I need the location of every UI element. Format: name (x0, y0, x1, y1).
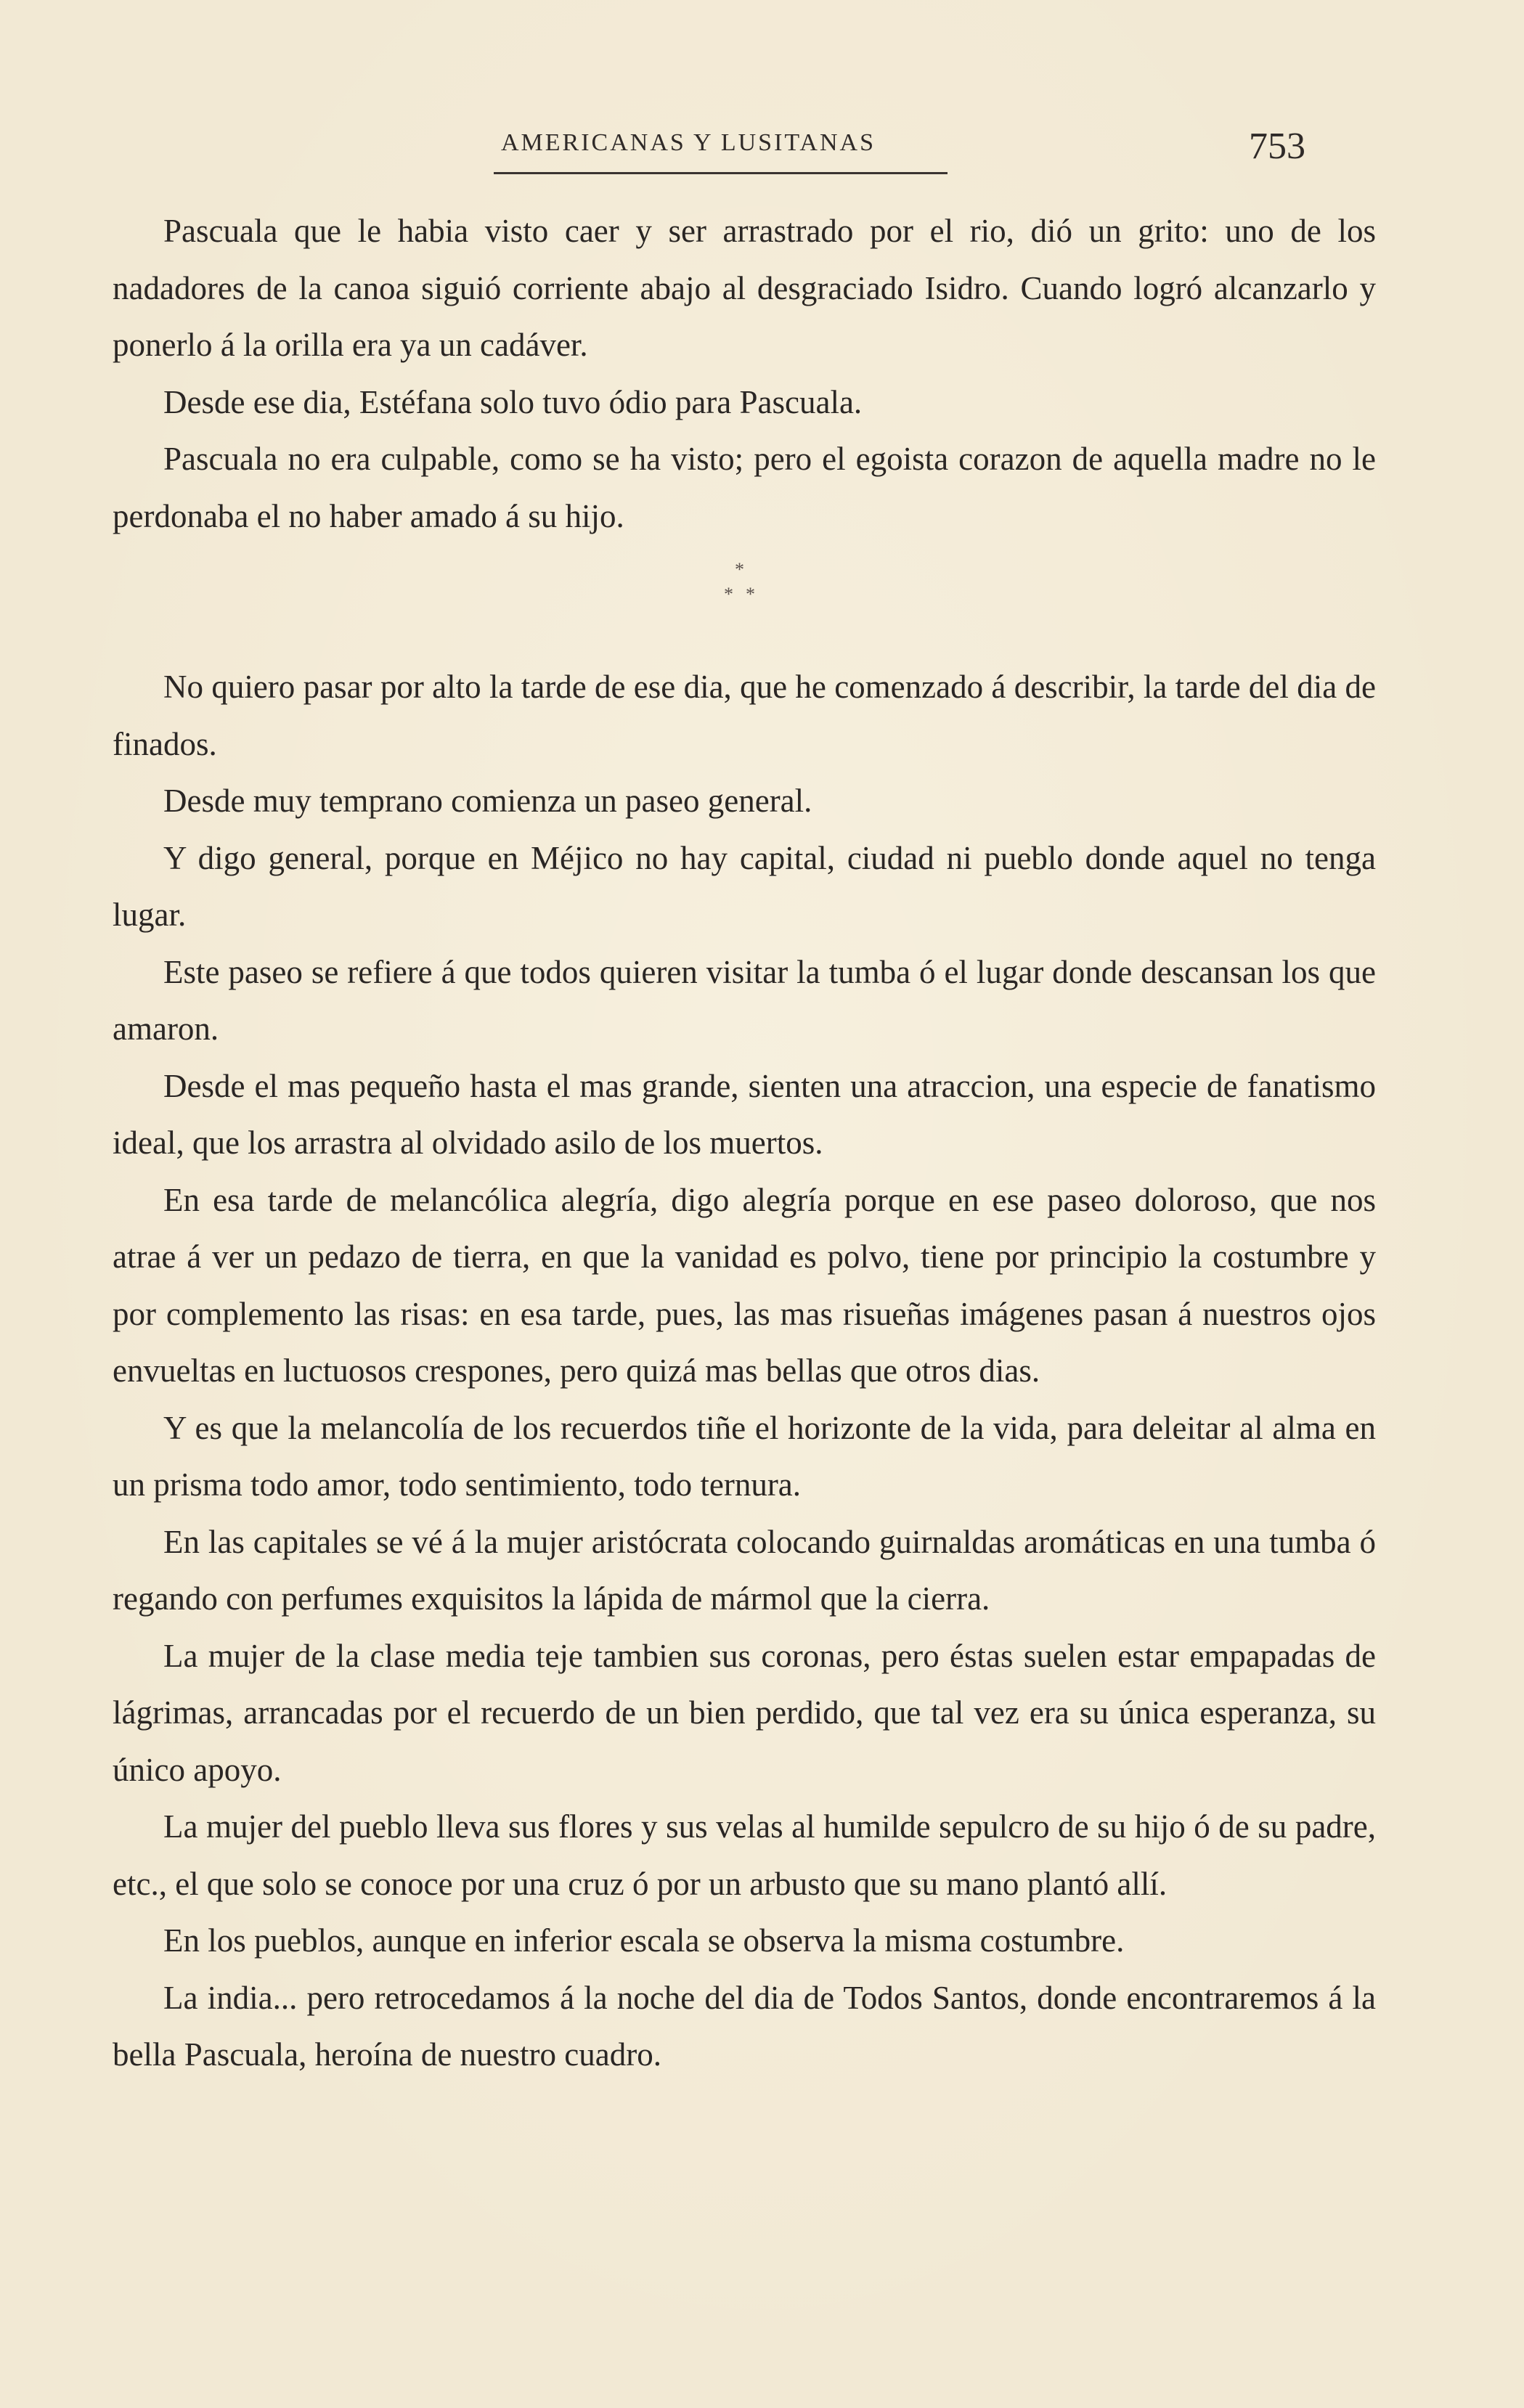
asterism-star: * (735, 559, 744, 580)
section-asterism (113, 544, 1376, 658)
paragraph-5: Desde muy temprano comienza un paseo general. (163, 783, 812, 819)
paragraph-1: Pascuala que le habia visto caer y ser arrastrado por el rio, dió un grito: uno de los nadadores de la canoa siguió corriente abajo al desgraciado Isidro. Cuando logró alcanzarlo y ponerlo á la orilla era ya un cadáver. (113, 213, 1376, 363)
paragraph-4: No quiero pasar por alto la tarde de ese dia, que he comenzado á describir, la tarde del dia de finados. (113, 669, 1376, 762)
paragraph-10: Y es que la melancolía de los recuerdos tiñe el horizonte de la vida, para deleitar al alma en un prisma todo amor, todo sentimiento, todo ternura. (113, 1409, 1376, 1503)
paragraph-7: Este paseo se refiere á que todos quieren visitar la tumba ó el lugar donde descansan los que amaron. (113, 953, 1376, 1047)
body-text (113, 203, 1376, 2083)
paragraph-6: Y digo general, porque en Méjico no hay capital, ciudad ni pueblo donde aquel no tenga lugar. (113, 839, 1376, 933)
paragraph-12: La mujer de la clase media teje tambien sus coronas, pero éstas suelen estar empapadas de lágrimas, arrancadas por el recuerdo de un bien perdido, que tal vez era su única esperanza, su único apoyo. (113, 1637, 1376, 1788)
paragraph-11: En las capitales se vé á la mujer aristócrata colocando guirnaldas aromáticas en una tumba ó regando con perfumes exquisitos la lápida de mármol que la cierra. (113, 1523, 1376, 1617)
paragraph-15: La india... pero retrocedamos á la noche del dia de Todos Santos, donde encontraremos á la bella Pascuala, heroína de nuestro cuadro. (113, 1979, 1376, 2073)
paragraph-9: En esa tarde de melancólica alegría, digo alegría porque en ese paseo doloroso, que nos atrae á ver un pedazo de tierra, en que la vanidad es polvo, tiene por principio la costumbre y por complemento las risas: en esa tarde, pues, las mas risueñas imágenes pasan á nuestros ojos envueltas en luctuosos crespones, pero quizá mas bellas que otros dias. (113, 1181, 1376, 1389)
paragraph-3: Pascuala no era culpable, como se ha visto; pero el egoista corazon de aquella madre no le perdonaba el no haber amado á su hijo. (113, 441, 1376, 534)
paragraph-2: Desde ese dia, Estéfana solo tuvo ódio para Pascuala. (163, 383, 863, 420)
page-number: 753 (1249, 126, 1305, 167)
paragraph-14: En los pueblos, aunque en inferior escala se observa la misma costumbre. (163, 1922, 1125, 1959)
running-title: AMERICANAS Y LUSITANAS (501, 129, 876, 156)
paragraph-8: Desde el mas pequeño hasta el mas grande, sienten una atraccion, una especie de fanatismo ideal, que los arrastra al olvidado asilo de los muertos. (113, 1067, 1376, 1161)
asterism-star: * (746, 584, 755, 605)
paragraph-13: La mujer del pueblo lleva sus flores y sus velas al humilde sepulcro de su hijo ó de su padre, etc., el que solo se conoce por una cruz ó por un arbusto que su mano plantó allí. (113, 1808, 1376, 1902)
asterism-star: * (724, 584, 733, 605)
header-rule (494, 172, 948, 174)
